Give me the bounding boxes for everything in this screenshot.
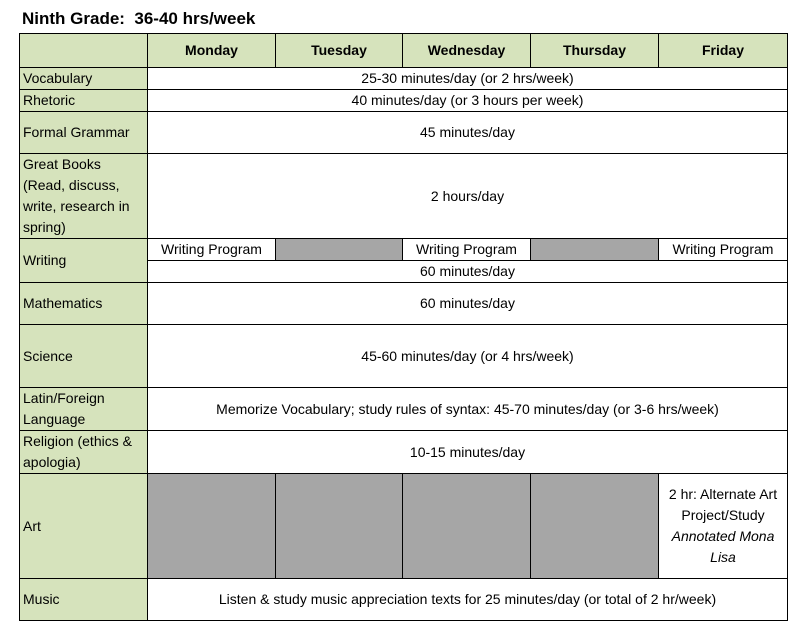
writing-program-friday: Writing Program — [659, 239, 788, 261]
day-header-wednesday: Wednesday — [403, 34, 531, 68]
row-label-science: Science — [20, 325, 148, 388]
art-blank-monday — [148, 474, 276, 579]
art-blank-tuesday — [276, 474, 403, 579]
table-row — [20, 388, 788, 431]
writing-blank-thursday — [531, 239, 659, 261]
table-row — [20, 112, 788, 154]
religion-label-line: Religion (ethics & — [23, 433, 132, 449]
table-row — [20, 68, 788, 90]
day-header-thursday: Thursday — [531, 34, 659, 68]
mathematics-value: 60 minutes/day — [148, 283, 788, 325]
art-friday-line: 2 hr: Alternate Art — [668, 486, 778, 502]
table-row — [20, 239, 788, 261]
day-header-tuesday: Tuesday — [276, 34, 403, 68]
row-label-writing: Writing — [20, 239, 148, 283]
great-books-label-line: Great Books — [23, 156, 101, 172]
writing-blank-tuesday — [276, 239, 403, 261]
day-header-monday: Monday — [148, 34, 276, 68]
table-row — [20, 90, 788, 112]
table-row — [20, 154, 788, 239]
table-row — [20, 325, 788, 388]
writing-program-wednesday: Writing Program — [403, 239, 531, 261]
art-friday-italic-line: Annotated Mona — [671, 528, 775, 544]
art-friday-line: Project/Study — [681, 507, 765, 523]
table-row — [20, 474, 788, 579]
row-label-art: Art — [20, 474, 148, 579]
header-row — [20, 34, 788, 68]
schedule-table — [19, 33, 788, 621]
vocabulary-value: 25-30 minutes/day (or 2 hrs/week) — [148, 68, 788, 90]
latin-label-line: Latin/Foreign — [23, 390, 105, 406]
day-header-friday: Friday — [659, 34, 788, 68]
row-label-vocabulary: Vocabulary — [20, 68, 148, 90]
great-books-label-line: spring) — [23, 219, 66, 235]
great-books-label-line: write, research in — [23, 198, 130, 214]
row-label-rhetoric: Rhetoric — [20, 90, 148, 112]
row-label-formal-grammar: Formal Grammar — [20, 112, 148, 154]
formal-grammar-value: 45 minutes/day — [148, 112, 788, 154]
art-blank-wednesday — [403, 474, 531, 579]
writing-value: 60 minutes/day — [148, 261, 788, 283]
row-label-mathematics: Mathematics — [20, 283, 148, 325]
religion-value: 10-15 minutes/day — [148, 431, 788, 474]
page-title: Ninth Grade: 36-40 hrs/week — [22, 9, 256, 28]
great-books-label-line: (Read, discuss, — [23, 177, 120, 193]
art-friday-italic-line: Lisa — [710, 549, 736, 565]
table-row — [20, 579, 788, 621]
row-label-music: Music — [20, 579, 148, 621]
table-row — [20, 283, 788, 325]
latin-label-line: Language — [23, 411, 86, 427]
writing-program-monday: Writing Program — [148, 239, 276, 261]
religion-label-line: apologia) — [23, 454, 81, 470]
row-label-great-books — [20, 154, 148, 239]
rhetoric-value: 40 minutes/day (or 3 hours per week) — [148, 90, 788, 112]
latin-value: Memorize Vocabulary; study rules of syntax: 45-70 minutes/day (or 3-6 hrs/week) — [148, 388, 788, 431]
science-value: 45-60 minutes/day (or 4 hrs/week) — [148, 325, 788, 388]
art-blank-thursday — [531, 474, 659, 579]
art-friday-cell — [659, 474, 788, 579]
header-corner-cell — [20, 34, 148, 68]
table-row — [20, 431, 788, 474]
music-value: Listen & study music appreciation texts for 25 minutes/day (or total of 2 hr/week) — [148, 579, 788, 621]
row-label-latin — [20, 388, 148, 431]
row-label-religion — [20, 431, 148, 474]
great-books-value: 2 hours/day — [148, 154, 788, 239]
